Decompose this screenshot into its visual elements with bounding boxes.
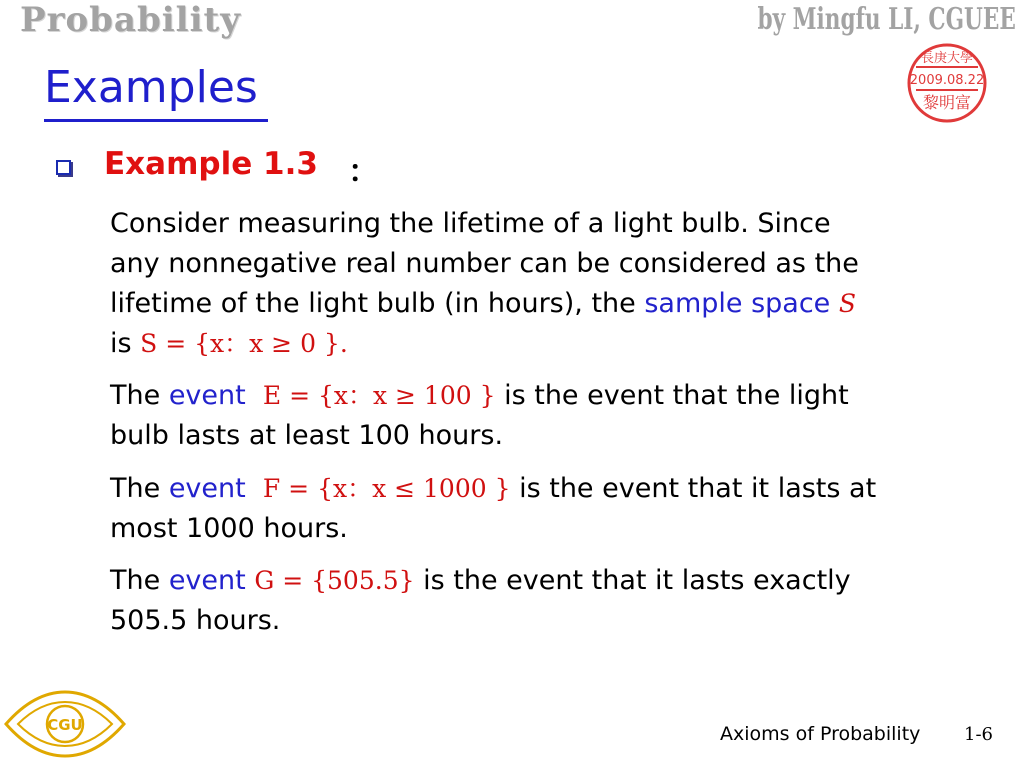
- sample-space-set: S = {x：x ≥ 0 }.: [140, 329, 348, 358]
- p3-line1: [110, 469, 1010, 509]
- event-f-set: F = {x：x ≤ 1000 }: [262, 474, 511, 503]
- university-logo-icon: [4, 686, 126, 762]
- example-colon: ：: [348, 154, 379, 190]
- event-e-set: E = {x：x ≥ 100 }: [262, 381, 496, 410]
- seal-name: 黎明富: [922, 93, 972, 112]
- event-term-f: event: [168, 473, 246, 504]
- seal-line1: 長庚大學: [920, 51, 974, 66]
- square-bullet-icon: [56, 160, 71, 175]
- p1-line4: [110, 324, 1010, 364]
- p3-text-c: is the event that it lasts at: [510, 473, 877, 504]
- p4-text-a: The: [110, 565, 169, 596]
- p1-line2: any nonnegative real number can be considered as the: [110, 248, 859, 279]
- p1-line3-text: lifetime of the light bulb (in hours), the: [110, 288, 645, 319]
- author-watermark: by Mingfu LI, CGUEE: [757, 2, 1016, 37]
- example-heading: Example 1.3: [104, 146, 318, 182]
- sample-space-symbol: S: [838, 289, 857, 318]
- event-g-set: G = {505.5}: [254, 566, 415, 595]
- p4-line1: [110, 561, 1010, 601]
- seal-stamp-icon: [906, 42, 988, 124]
- p2-line1: [110, 376, 1010, 416]
- paragraph-4: [110, 561, 1010, 641]
- paragraph-3: [110, 469, 1010, 549]
- paragraph-2: [110, 376, 1010, 456]
- page-number: 1-6: [964, 724, 993, 745]
- slide-title: Examples: [44, 62, 258, 113]
- paragraph-1: [110, 204, 1010, 364]
- sample-space-term: sample space: [644, 288, 831, 319]
- p2-text-c: is the event that the light: [495, 380, 849, 411]
- p2-line2: bulb lasts at least 100 hours.: [110, 420, 504, 451]
- seal-date: 2009.08.22: [909, 73, 985, 88]
- p4-text-c: is the event that it lasts exactly: [414, 565, 851, 596]
- event-term-e: event: [168, 380, 246, 411]
- title-underline: [44, 119, 268, 122]
- p1-line1: Consider measuring the lifetime of a light bulb. Since: [110, 208, 831, 239]
- p1-line4-text: is: [110, 328, 141, 359]
- p1-line3: [110, 284, 1010, 324]
- p2-text-a: The: [110, 380, 169, 411]
- logo-text: CGU: [47, 716, 83, 734]
- p3-text-a: The: [110, 473, 169, 504]
- course-title-watermark: Probability: [20, 0, 241, 40]
- p4-line2: 505.5 hours.: [110, 605, 281, 636]
- p3-line2: most 1000 hours.: [110, 513, 348, 544]
- footer-topic: Axioms of Probability: [720, 723, 921, 745]
- event-term-g: event: [168, 565, 246, 596]
